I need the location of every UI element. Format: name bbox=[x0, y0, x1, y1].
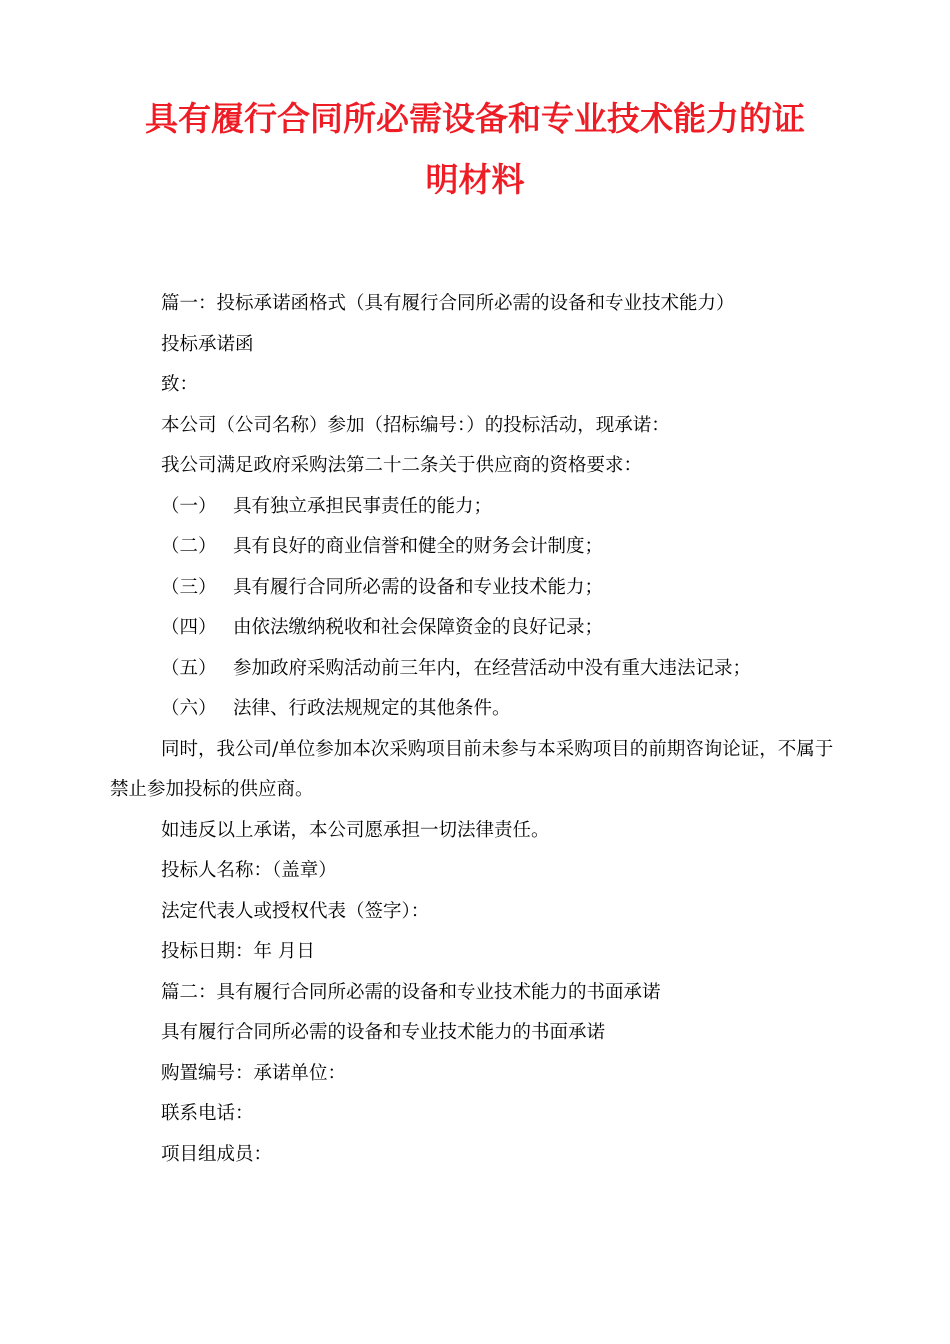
requirement-text: 具有履行合同所必需的设备和专业技术能力； bbox=[233, 576, 604, 598]
bidder-name-field: 投标人名称：（盖章） bbox=[161, 860, 337, 881]
requirement-item bbox=[110, 689, 840, 730]
requirement-number: （六） bbox=[161, 698, 217, 719]
requirement-number: （四） bbox=[161, 617, 217, 638]
requirement-number: （三） bbox=[161, 576, 217, 598]
commitment-intro: 本公司（公司名称）参加（招标编号：）的投标活动，现承诺： bbox=[161, 414, 670, 436]
letter-title: 投标承诺函 bbox=[161, 333, 254, 355]
representative-signature-field: 法定代表人或授权代表（签字）： bbox=[161, 900, 430, 922]
document-body bbox=[110, 284, 840, 1175]
bid-date-field: 投标日期：年 月日 bbox=[161, 941, 315, 962]
liability-statement: 如违反以上承诺，本公司愿承担一切法律责任。 bbox=[161, 819, 550, 841]
requirement-item bbox=[110, 649, 840, 690]
requirement-text: 具有良好的商业信誉和健全的财务会计制度； bbox=[233, 536, 604, 557]
purchase-number-field: 购置编号：承诺单位： bbox=[161, 1062, 347, 1084]
requirement-item bbox=[110, 608, 840, 649]
document-title-line-2: 明材料 bbox=[425, 160, 525, 199]
requirement-item bbox=[110, 568, 840, 609]
written-commitment-title: 具有履行合同所必需的设备和专业技术能力的书面承诺 bbox=[161, 1022, 606, 1043]
section-two-heading: 篇二：具有履行合同所必需的设备和专业技术能力的书面承诺 bbox=[161, 981, 661, 1003]
requirement-text: 参加政府采购活动前三年内，在经营活动中没有重大违法记录； bbox=[233, 657, 752, 679]
project-members-field: 项目组成员： bbox=[161, 1143, 273, 1165]
requirement-number: （五） bbox=[161, 657, 217, 679]
qualification-intro: 我公司满足政府采购法第二十二条关于供应商的资格要求： bbox=[161, 455, 643, 476]
requirement-number: （二） bbox=[161, 536, 217, 557]
requirement-text: 具有独立承担民事责任的能力； bbox=[233, 495, 493, 517]
letter-salutation: 致： bbox=[161, 374, 199, 395]
requirement-text: 由依法缴纳税收和社会保障资金的良好记录； bbox=[233, 617, 604, 638]
document-title-line-1: 具有履行合同所必需设备和专业技术能力的证 bbox=[145, 99, 805, 138]
non-participation-statement: 同时，我公司/单位参加本次采购项目前未参与本采购项目的前期咨询论证，不属于禁止参加投标的供应商。 bbox=[110, 738, 834, 800]
contact-phone-field: 联系电话： bbox=[161, 1103, 254, 1124]
requirement-item bbox=[110, 527, 840, 568]
requirement-text: 法律、行政法规规定的其他条件。 bbox=[233, 698, 511, 719]
section-one-heading: 篇一：投标承诺函格式（具有履行合同所必需的设备和专业技术能力） bbox=[161, 293, 735, 314]
requirement-number: （一） bbox=[161, 495, 217, 517]
requirement-item bbox=[110, 487, 840, 528]
